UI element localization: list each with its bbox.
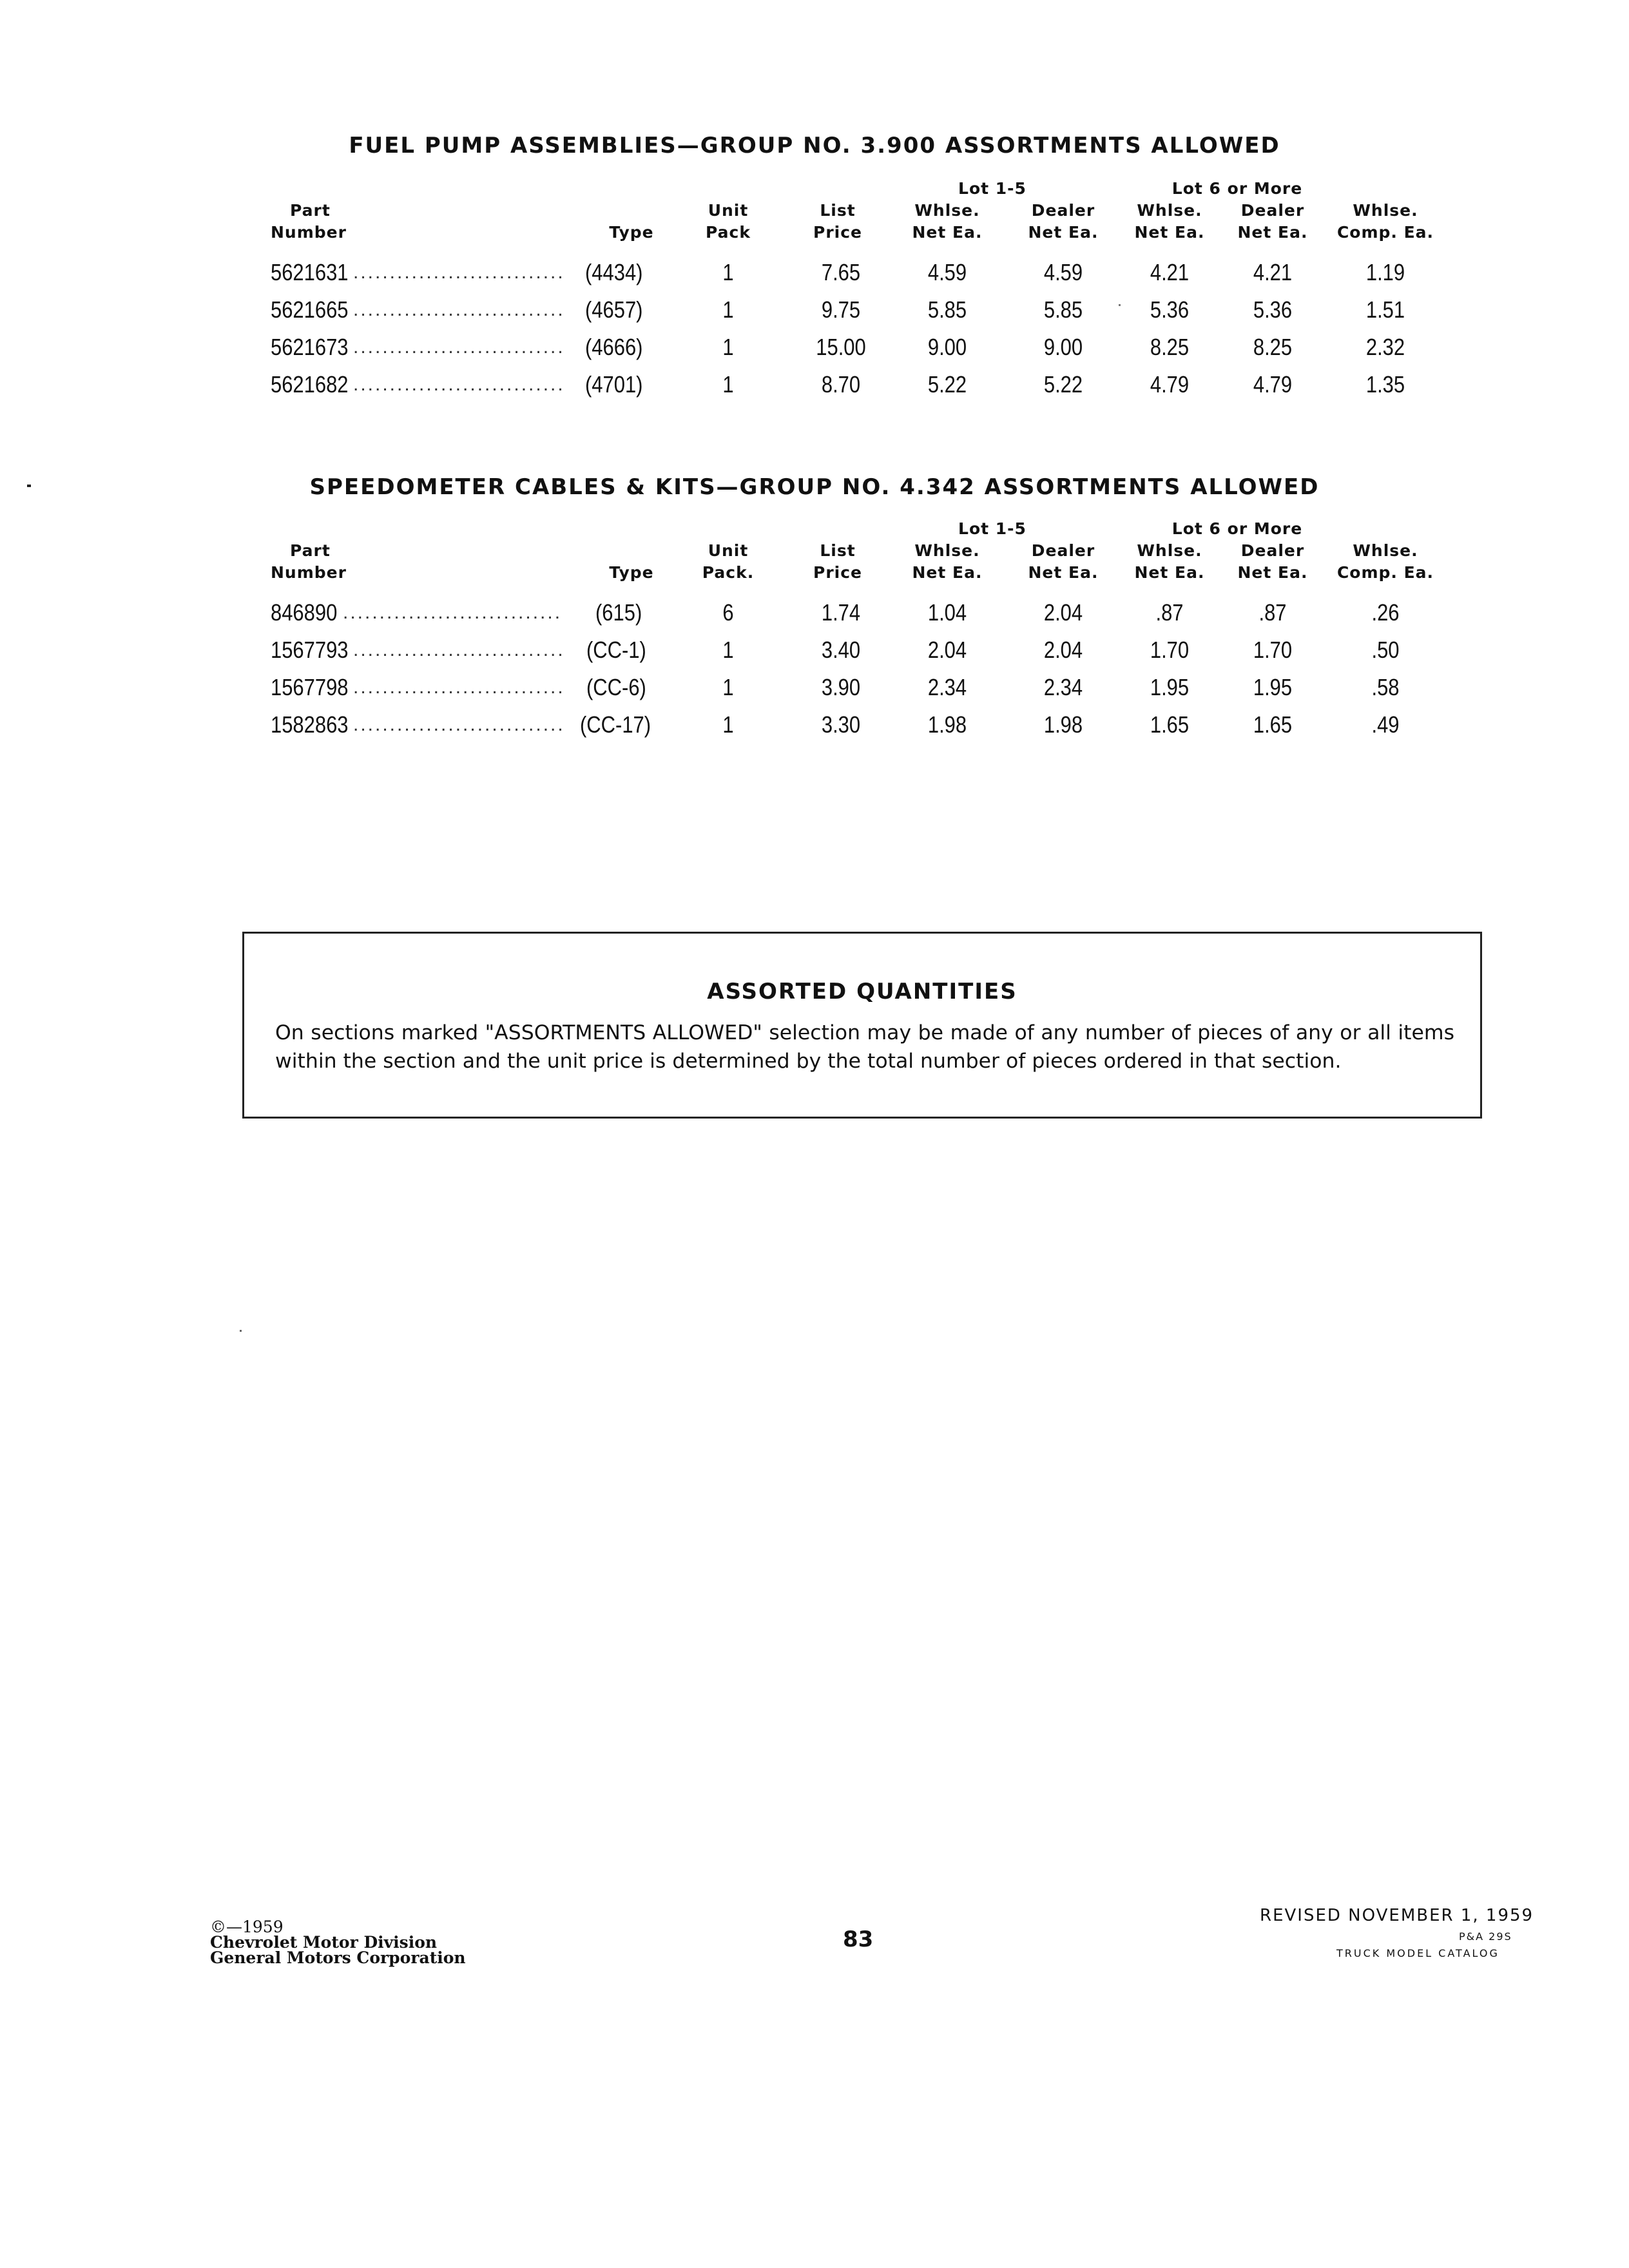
dealer-net-6: 8.25 [1253, 334, 1293, 360]
table-row [0, 254, 1629, 291]
part-number: 1582863 [271, 711, 349, 738]
header-list: List [820, 201, 856, 220]
box-text: On sections marked "ASSORTMENTS ALLOWED" selection may be made of any number of pieces of any or all items within the section and the unit price is determined by the total number of pieces ordered in that section. [275, 1021, 1454, 1073]
part-number: 1567793 [271, 637, 349, 663]
whlse-net-1-5: 5.85 [927, 296, 967, 323]
list-price: 8.70 [821, 371, 861, 398]
table-row [0, 631, 1629, 669]
dealer-net-1-5: 1.98 [1043, 711, 1083, 738]
whlse-net-1-5: 2.34 [927, 674, 967, 700]
header-whlse-6: Whlse. [1137, 201, 1202, 220]
whlse-net-6: .87 [1155, 599, 1184, 626]
whlse-comp: 2.32 [1365, 334, 1405, 360]
unit-pack: 1 [722, 674, 734, 700]
dealer-net-6: 4.79 [1253, 371, 1293, 398]
page-number: 83 [843, 1927, 874, 1952]
table-row [0, 669, 1629, 706]
unit-pack: 1 [722, 711, 734, 738]
header-unit: Unit [708, 201, 749, 220]
header-dealer-6: Dealer [1240, 541, 1305, 560]
unit-pack: 1 [722, 371, 734, 398]
footer-copyright: ©—1959 [210, 1917, 284, 1936]
header-price: Price [813, 223, 862, 242]
header-whlse-1-5: Whlse. [914, 201, 980, 220]
header-dealer-1-5: Dealer [1031, 201, 1095, 220]
unit-pack: 6 [722, 599, 734, 626]
header-pack: Pack. [702, 563, 755, 582]
whlse-comp: .50 [1371, 637, 1400, 663]
dealer-net-1-5: 5.22 [1043, 371, 1083, 398]
part-number: 1567798 [271, 674, 349, 700]
type: (4666) [585, 334, 643, 360]
dealer-net-1-5: 5.85 [1043, 296, 1083, 323]
unit-pack: 1 [722, 334, 734, 360]
table-row [0, 706, 1629, 744]
unit-pack: 1 [722, 259, 734, 285]
whlse-net-1-5: 5.22 [927, 371, 967, 398]
header-net-ea-whlse-1-5: Net Ea. [912, 563, 983, 582]
table-row [0, 594, 1629, 631]
header-net-ea-whlse-1-5: Net Ea. [912, 223, 983, 242]
list-price: 3.90 [821, 674, 861, 700]
whlse-net-6: 1.95 [1150, 674, 1190, 700]
dealer-net-6: 1.65 [1253, 711, 1293, 738]
header-type: Type [609, 223, 654, 242]
whlse-net-1-5: 2.04 [927, 637, 967, 663]
whlse-comp: .58 [1371, 674, 1400, 700]
whlse-comp: 1.19 [1365, 259, 1405, 285]
header-net-ea-dealer-6: Net Ea. [1237, 223, 1308, 242]
leader-dots: ............................. [353, 299, 565, 320]
table-row [0, 366, 1629, 403]
part-number: 5621682 [271, 371, 349, 398]
whlse-net-6: 8.25 [1150, 334, 1190, 360]
footer-revised: REVISED NOVEMBER 1, 1959 [1260, 1906, 1534, 1925]
header-number: Number [271, 563, 347, 582]
footer-division: Chevrolet Motor Division [210, 1933, 438, 1952]
dealer-net-6: 1.70 [1253, 637, 1293, 663]
part-number: 5621673 [271, 334, 349, 360]
footer-code: P&A 29S [1459, 1930, 1512, 1943]
header-type: Type [609, 563, 654, 582]
scan-speck [27, 485, 31, 487]
header-price: Price [813, 563, 862, 582]
unit-pack: 1 [722, 637, 734, 663]
leader-dots: ............................. [353, 262, 565, 283]
header-lot-1-5: Lot 1-5 [958, 519, 1027, 538]
header-net-ea-dealer-1-5: Net Ea. [1028, 563, 1099, 582]
whlse-net-1-5: 4.59 [927, 259, 967, 285]
header-list: List [820, 541, 856, 560]
leader-dots: ............................. [353, 374, 565, 395]
list-price: 3.30 [821, 711, 861, 738]
section-title: SPEEDOMETER CABLES & KITS—GROUP NO. 4.342 ASSORTMENTS ALLOWED [309, 474, 1320, 500]
whlse-net-1-5: 1.98 [927, 711, 967, 738]
dealer-net-6: 5.36 [1253, 296, 1293, 323]
table-row [0, 329, 1629, 366]
type: (CC-1) [586, 637, 646, 663]
header-net-ea-whlse-6: Net Ea. [1134, 223, 1205, 242]
header-number: Number [271, 223, 347, 242]
dealer-net-1-5: 4.59 [1043, 259, 1083, 285]
dealer-net-6: 4.21 [1253, 259, 1293, 285]
leader-dots: ............................. [353, 336, 565, 358]
dealer-net-1-5: 2.34 [1043, 674, 1083, 700]
header-lot-1-5: Lot 1-5 [958, 179, 1027, 198]
part-number: 5621631 [271, 259, 349, 285]
leader-dots: ............................. [353, 677, 565, 698]
whlse-comp: .26 [1371, 599, 1400, 626]
whlse-comp: 1.51 [1365, 296, 1405, 323]
assorted-quantities-box [242, 932, 1482, 1119]
footer-corporation: General Motors Corporation [210, 1948, 466, 1967]
header-comp-ea: Comp. Ea. [1336, 223, 1434, 242]
scan-speck [240, 1330, 242, 1332]
header-comp-ea: Comp. Ea. [1336, 563, 1434, 582]
dealer-net-1-5: 2.04 [1043, 637, 1083, 663]
dealer-net-6: .87 [1258, 599, 1287, 626]
footer-catalog: TRUCK MODEL CATALOG [1336, 1947, 1499, 1959]
dealer-net-1-5: 9.00 [1043, 334, 1083, 360]
type: (4657) [585, 296, 643, 323]
leader-dots: ............................. [353, 714, 565, 735]
type: (CC-6) [586, 674, 646, 700]
header-lot-6-more: Lot 6 or More [1171, 519, 1303, 538]
whlse-net-1-5: 1.04 [927, 599, 967, 626]
header-unit: Unit [708, 541, 749, 560]
header-whlse-1-5: Whlse. [914, 541, 980, 560]
header-net-ea-dealer-6: Net Ea. [1237, 563, 1308, 582]
header-pack: Pack [706, 223, 751, 242]
header-net-ea-dealer-1-5: Net Ea. [1028, 223, 1099, 242]
dealer-net-6: 1.95 [1253, 674, 1293, 700]
whlse-net-6: 1.65 [1150, 711, 1190, 738]
whlse-net-6: 5.36 [1150, 296, 1190, 323]
whlse-net-6: 4.21 [1150, 259, 1190, 285]
header-net-ea-whlse-6: Net Ea. [1134, 563, 1205, 582]
leader-dots: ............................. [353, 639, 565, 660]
type: (615) [595, 599, 642, 626]
header-whlse-6: Whlse. [1137, 541, 1202, 560]
scan-speck [1119, 304, 1121, 306]
whlse-net-6: 4.79 [1150, 371, 1190, 398]
header-part: Part [290, 201, 331, 220]
box-title: ASSORTED QUANTITIES [707, 979, 1017, 1004]
section-title: FUEL PUMP ASSEMBLIES—GROUP NO. 3.900 ASSORTMENTS ALLOWED [349, 133, 1280, 159]
type: (4701) [585, 371, 643, 398]
table-row [0, 291, 1629, 329]
part-number: 846890 [271, 599, 338, 626]
header-whlse-comp: Whlse. [1353, 201, 1418, 220]
list-price: 7.65 [821, 259, 861, 285]
list-price: 9.75 [821, 296, 861, 323]
whlse-net-1-5: 9.00 [927, 334, 967, 360]
header-whlse-comp: Whlse. [1353, 541, 1418, 560]
leader-dots: .............................. [343, 602, 563, 623]
header-dealer-1-5: Dealer [1031, 541, 1095, 560]
type: (4434) [585, 259, 643, 285]
header-lot-6-more: Lot 6 or More [1171, 179, 1303, 198]
whlse-comp: .49 [1371, 711, 1400, 738]
header-dealer-6: Dealer [1240, 201, 1305, 220]
unit-pack: 1 [722, 296, 734, 323]
part-number: 5621665 [271, 296, 349, 323]
header-part: Part [290, 541, 331, 560]
dealer-net-1-5: 2.04 [1043, 599, 1083, 626]
whlse-comp: 1.35 [1365, 371, 1405, 398]
whlse-net-6: 1.70 [1150, 637, 1190, 663]
list-price: 1.74 [821, 599, 861, 626]
type: (CC-17) [580, 711, 651, 738]
list-price: 15.00 [816, 334, 866, 360]
list-price: 3.40 [821, 637, 861, 663]
